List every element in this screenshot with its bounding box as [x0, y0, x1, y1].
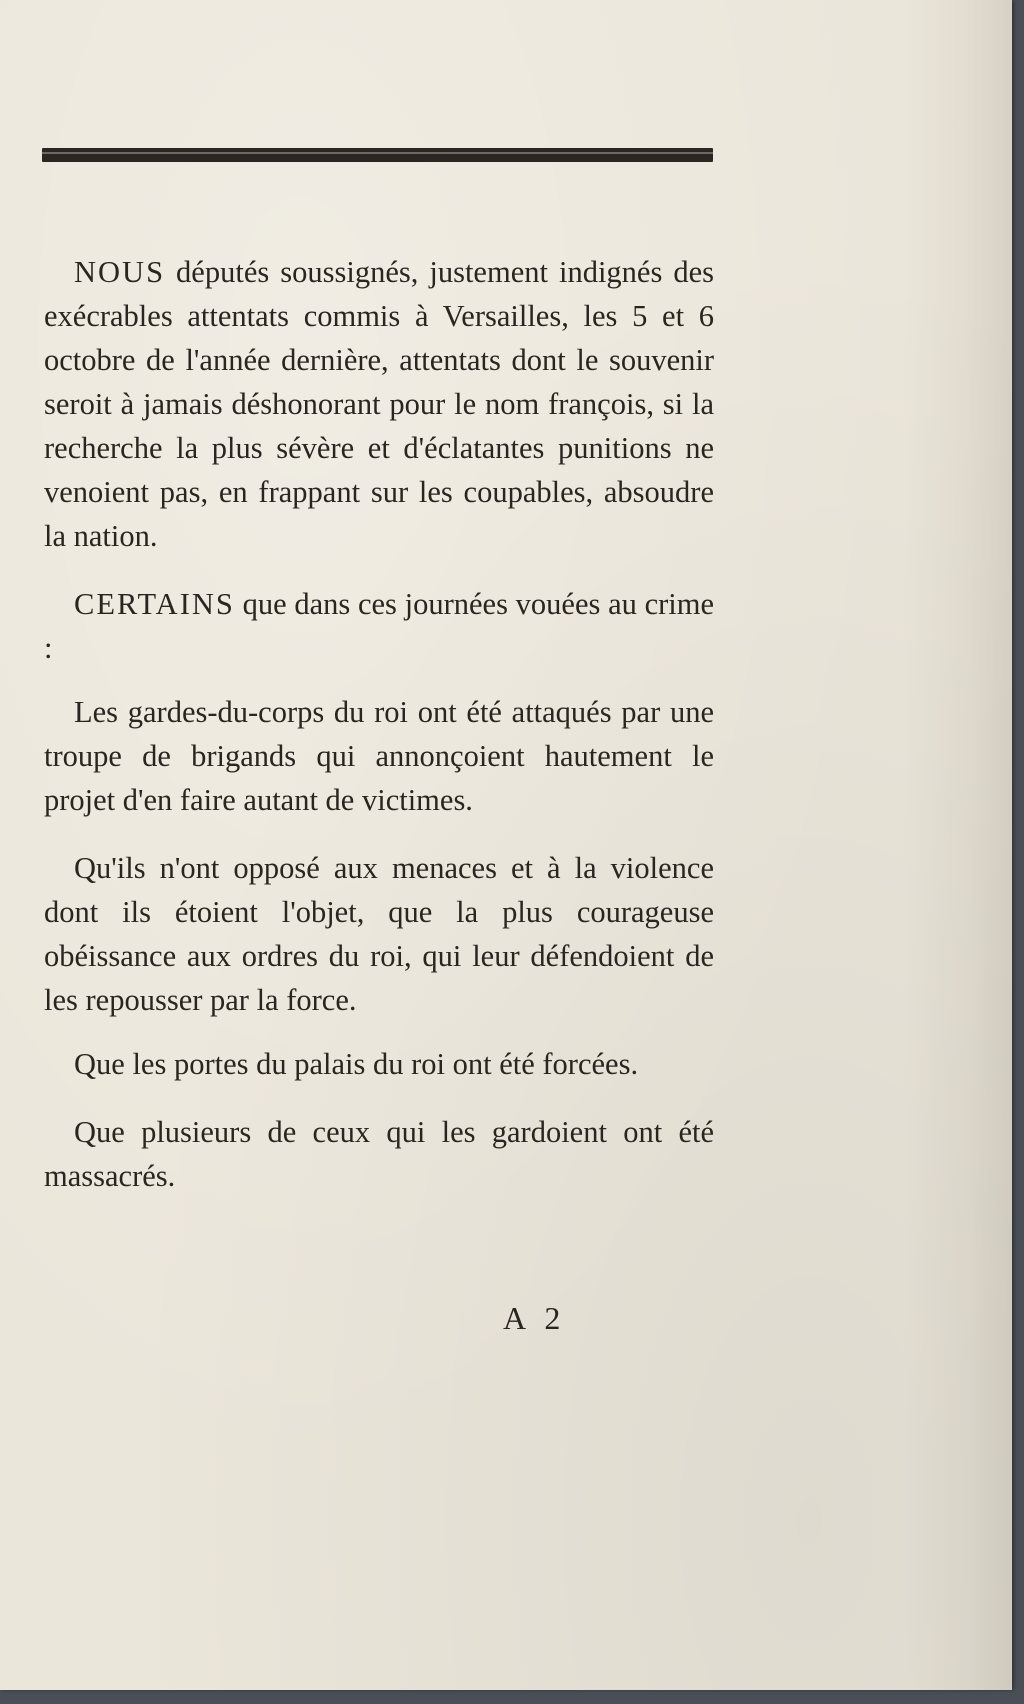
paragraph-text: que dans ces journées vouées au crime :	[44, 587, 714, 665]
body-text	[44, 250, 714, 1198]
paragraph-text: Que plusieurs de ceux qui les gardoient ont été massacrés.	[44, 1115, 714, 1193]
page-fold-shadow	[902, 0, 1012, 1690]
paragraph	[44, 1042, 714, 1086]
paragraph-text: Que les portes du palais du roi ont été forcées.	[74, 1047, 639, 1081]
paragraph-text: Qu'ils n'ont opposé aux menaces et à la violence dont ils étoient l'objet, que la plus courageuse obéissance aux ordres du roi, qui leur défendoient de les repousser par la force.	[44, 851, 714, 1017]
paragraph	[44, 250, 714, 558]
paragraph	[44, 846, 714, 1022]
paragraph-text: députés soussignés, justement indignés des exécrables attentats commis à Versailles, les 5 et 6 octobre de l'année dernière, attentats dont le souvenir seroit à jamais déshonorant pour le nom françois, si la recherche la plus sévère et d'éclatantes punitions ne venoient pas, en frappant sur les coupables, absoudre la nation.	[44, 255, 714, 553]
paragraph	[44, 1110, 714, 1198]
paragraph	[44, 582, 714, 670]
paragraph-text: Les gardes-du-corps du roi ont été attaqués par une troupe de brigands qui annonçoient hautement le projet d'en faire autant de victimes.	[44, 695, 714, 817]
signature-mark: A 2	[503, 1300, 567, 1336]
lead-word: NOUS	[74, 255, 166, 289]
lead-word: CERTAINS	[74, 587, 235, 621]
paragraph	[44, 690, 714, 822]
decorative-rule	[42, 148, 713, 162]
